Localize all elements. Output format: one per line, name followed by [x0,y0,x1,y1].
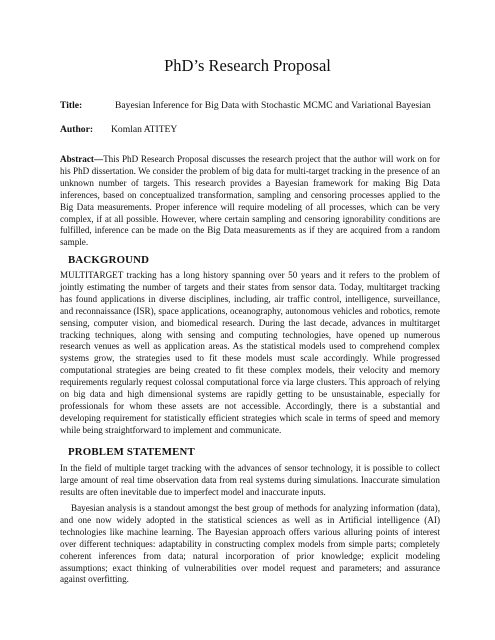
author-value: Komlan ATITEY [111,124,178,135]
document-title: PhD’s Research Proposal [164,56,331,75]
title-label: Title: [60,100,83,111]
background-paragraph: MULTITARGET tracking has a long history spanning over 50 years and it refers to the problem of jointly estimating the number of targets and their states from sensor data. Today, multitarget tracking has found applications in diverse disciplines, including, air traffic control, intelligence, surveillance, and reconnaissance (ISR), space applications, oceanography, autonomous vehicles and robotics, remote sensing, computer vision, and biomedical research. During the last decade, advances in multitarget tracking techniques, along with sensing and computing technologies, have opened up numerous research venues as well as application areas. As the statistical models used to comprehend complex systems grow, the strategies used to fit these models must scale accordingly. While progressed computational strategies are being created to fit these complex models, their velocity and memory requirements regularly request colossal computational force via large clusters. This approach of relying on big data and high dimensional systems are rapidly getting to be unsustainable, especially for professionals for whom these assets are not accessible. Accordingly, there is a substantial and developing requirement for statistically efficient strategies which scale in terms of speed and memory while being straightforward to implement and communicate. [60,270,440,435]
section-heading-background: BACKGROUND [68,254,150,266]
problem-paragraph-2: Bayesian analysis is a standout amongst the best group of methods for analyzing information (data), and one now widely adopted in the statistical sciences as well as in Artificial intelligence (AI) technologies like machine learning. The Bayesian approach offers various alluring points of interest over different techniques: adaptability in constructing complex models from simple parts; completely coherent inferences from data; natural incorporation of prior knowledge; explicit modeling assumptions; exact thinking of vulnerabilities over model request and parameters; and assurance against overfitting. [60,503,440,585]
abstract-paragraph [60,154,440,249]
abstract-text: This PhD Research Proposal discusses the research project that the author will work on for his PhD dissertation. We consider the problem of big data for multi-target tracking in the presence of an unknown number of targets. This research provides a Bayesian framework for making Big Data inferences, based on conceptualized transformation, sampling and censoring processes applied to the Big Data measurements. Proper inference will require modeling of all processes, which can be very complex, if at all possible. However, where certain sampling and censoring ignorability conditions are fulfilled, inference can be made on the Big Data measurements as if they are acquired from a random sample. [60,154,440,248]
abstract-lead: Abstract— [60,154,104,164]
title-value: Bayesian Inference for Big Data with Stochastic MCMC and Variational Bayesian [115,100,431,111]
section-heading-problem-statement: PROBLEM STATEMENT [68,446,195,458]
problem-paragraph-1: In the field of multiple target tracking with the advances of sensor technology, it is possible to collect large amount of real time observation data from real systems during simulations. Inaccurate simulation results are often inevitable due to imperfect model and inaccurate inputs. [60,463,440,497]
author-label: Author: [60,124,94,135]
